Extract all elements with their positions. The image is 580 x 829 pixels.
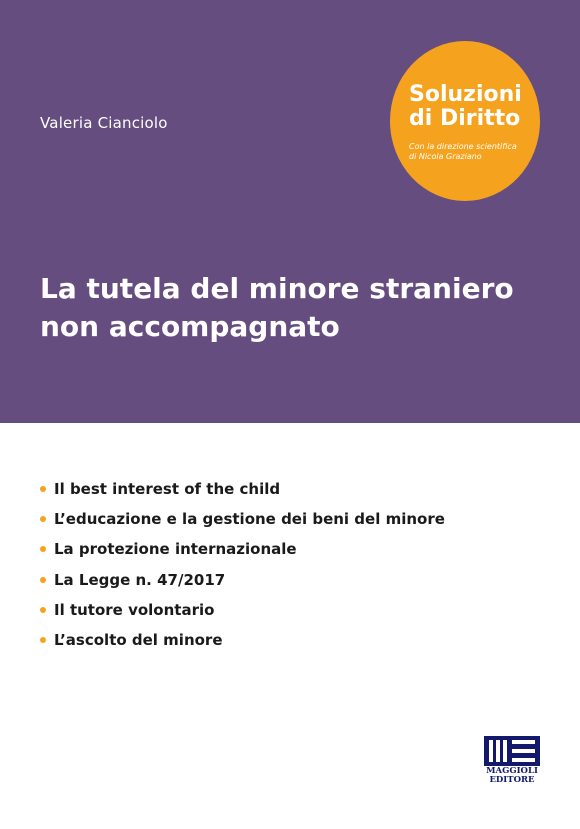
bullet-dot-icon [40, 607, 46, 613]
author-name: Valeria Cianciolo [40, 114, 168, 132]
book-title-line: La tutela del minore straniero [40, 272, 514, 305]
topic-item [40, 569, 445, 599]
series-badge [390, 41, 540, 201]
topic-item [40, 629, 445, 659]
publisher-name-line: MAGGIOLI [486, 766, 538, 776]
topics-list [40, 478, 445, 659]
topic-text: L’educazione e la gestione dei beni del minore [54, 510, 445, 529]
series-subtitle-line: di Nicola Graziano [409, 152, 482, 161]
publisher-logo [484, 736, 540, 788]
bullet-dot-icon [40, 546, 46, 552]
topic-item [40, 478, 445, 508]
book-title-line: non accompagnato [40, 310, 340, 343]
publisher-name-line: EDITORE [489, 775, 535, 785]
topic-text: La protezione internazionale [54, 540, 297, 559]
topic-item [40, 538, 445, 568]
series-title [409, 83, 522, 131]
series-title-line: di Diritto [409, 106, 521, 131]
bullet-dot-icon [40, 577, 46, 583]
topic-text: Il best interest of the child [54, 480, 281, 498]
topic-item [40, 599, 445, 629]
series-title-line: Soluzioni [409, 82, 522, 107]
bullet-dot-icon [40, 486, 46, 492]
maggioli-logo-icon [484, 736, 540, 766]
book-title [40, 270, 540, 346]
topic-text: Il tutore volontario [54, 600, 215, 619]
topic-text: La Legge n. 47/2017 [54, 570, 226, 589]
series-subtitle [409, 142, 517, 162]
topic-item [40, 508, 445, 538]
bullet-dot-icon [40, 516, 46, 522]
publisher-name [484, 767, 540, 785]
series-subtitle-line: Con la direzione scientifica [409, 142, 517, 151]
bullet-dot-icon [40, 637, 46, 643]
topic-text: L’ascolto del minore [54, 630, 223, 649]
